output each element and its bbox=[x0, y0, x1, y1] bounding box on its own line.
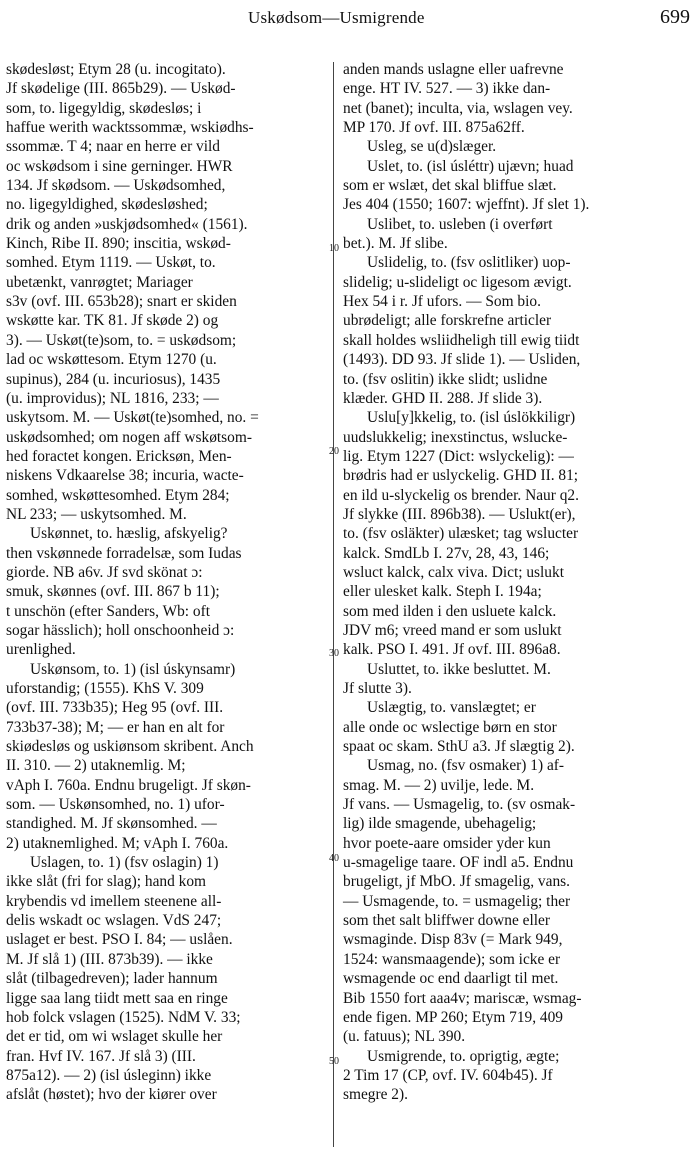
text-line: spaat oc skam. SthU a3. Jf slægtig 2). bbox=[343, 738, 575, 756]
text-line: (ovf. III. 733b35); Heg 95 (ovf. III. bbox=[6, 699, 224, 717]
text-line: haffue werith wacktssommæ, wskiødhs- bbox=[6, 119, 254, 137]
text-line: u-smagelige taare. OF indl a5. Endnu bbox=[343, 854, 574, 872]
text-line: ubrødeligt; alle forskrefne articler bbox=[343, 312, 552, 330]
text-line: det er tid, om wi wslaget skulle her bbox=[6, 1028, 223, 1046]
text-line: som er wslæt, det skal bliffue slæt. bbox=[343, 177, 557, 195]
text-line: uudslukkelig; inexstinctus, wslucke- bbox=[343, 428, 568, 446]
text-line: Uslidelig, to. (fsv oslitliker) uop- bbox=[367, 254, 571, 272]
text-line: (u. fatuus); NL 390. bbox=[343, 1028, 466, 1046]
text-line: urenlighed. bbox=[6, 641, 76, 659]
text-line: somhed. Etym 1119. — Uskøt, to. bbox=[6, 254, 216, 272]
text-line: Bib 1550 fort aaa4v; mariscæ, wsmag- bbox=[343, 989, 582, 1007]
text-line: smegre 2). bbox=[343, 1086, 408, 1104]
text-line: 2) utaknemlighed. M; vAph I. 760a. bbox=[6, 834, 229, 852]
text-line: ubetænkt, vanrøgtet; Mariager bbox=[6, 273, 193, 291]
text-line: uskytsom. M. — Uskøt(te)somhed, no. = bbox=[6, 409, 259, 427]
text-line: 2 Tim 17 (CP, ovf. IV. 604b45). Jf bbox=[343, 1066, 553, 1084]
text-line: sogar hässlich); holl onschoonheid ɔ: bbox=[6, 621, 235, 639]
text-line: Jf slutte 3). bbox=[343, 680, 412, 697]
text-line: lig) ilde smagende, ubehagelig; bbox=[343, 815, 537, 833]
text-line: ikke slåt (fri for slag); hand kom bbox=[6, 873, 207, 891]
text-line: kalck. SmdLb I. 27v, 28, 43, 146; bbox=[343, 544, 550, 562]
text-line: Uslagen, to. 1) (fsv oslagin) 1) bbox=[30, 854, 219, 872]
text-line: vAph I. 760a. Endnu brugeligt. Jf skøn- bbox=[6, 776, 251, 794]
text-line: uforstandig; (1555). KhS V. 309 bbox=[6, 680, 204, 697]
text-line: Usluttet, to. ikke besluttet. M. bbox=[367, 660, 551, 678]
text-line: to. (fsv osläkter) ulæsket; tag wslucter bbox=[343, 525, 579, 543]
text-line: hob folck vslagen (1525). NdM V. 33; bbox=[6, 1008, 241, 1026]
text-line: Uskønnet, to. hæslig, afskyelig? bbox=[30, 525, 228, 543]
text-line: delis wskadt oc wslagen. VdS 247; bbox=[6, 912, 222, 930]
text-line: Jf vans. — Usmagelig, to. (sv osmak- bbox=[343, 796, 576, 814]
page-header bbox=[0, 6, 700, 36]
line-number-20: 20 bbox=[329, 446, 339, 457]
text-line: 1524: wansmaagende); som icke er bbox=[343, 950, 561, 968]
text-line: smag. M. — 2) uvilje, lede. M. bbox=[343, 776, 535, 794]
right-column bbox=[343, 60, 693, 1105]
text-line: en ild u-slyckelig os brender. Naur q2. bbox=[343, 486, 579, 504]
text-line: lig. Etym 1227 (Dict: wslyckelig): — bbox=[343, 447, 574, 465]
text-line: fran. Hvf IV. 167. Jf slå 3) (III. bbox=[6, 1047, 196, 1065]
text-line: lad oc wskøttesom. Etym 1270 (u. bbox=[6, 351, 217, 369]
text-line: afslåt (høstet); hvo der kiører over bbox=[6, 1086, 217, 1104]
text-line: somhed, wskøttesomhed. Etym 284; bbox=[6, 486, 230, 504]
text-line: ende figen. MP 260; Etym 719, 409 bbox=[343, 1008, 564, 1026]
text-line: oc wskødsom i sine gerninger. HWR bbox=[6, 157, 233, 175]
line-number-50: 50 bbox=[329, 1056, 339, 1067]
text-line: skall holdes wsliidheligh till ewig tiidt bbox=[343, 331, 580, 349]
text-line: som. — Uskønsomhed, no. 1) ufor- bbox=[6, 796, 225, 814]
text-line: brødris had er uslyckelig. GHD II. 81; bbox=[343, 467, 579, 485]
text-line: som med ilden i den usluete kalck. bbox=[343, 602, 557, 620]
text-line: Jf skødelige (III. 865b29). — Uskød- bbox=[6, 80, 236, 98]
text-line: Usleg, se u(d)slæger. bbox=[367, 138, 497, 156]
text-line: Usmigrende, to. oprigtig, ægte; bbox=[367, 1047, 560, 1065]
text-line: s3v (ovf. III. 653b28); snart er skiden bbox=[6, 293, 237, 311]
text-line: to. (fsv oslitin) ikke slidt; uslidne bbox=[343, 370, 548, 388]
text-line: kalk. PSO I. 491. Jf ovf. III. 896a8. bbox=[343, 641, 561, 659]
text-line: wsluct kalck, calx viva. Dict; uslukt bbox=[343, 563, 564, 581]
text-line: eller ulesket kalk. Steph I. 194a; bbox=[343, 583, 542, 601]
text-line: Uslu[y]kkelig, to. (isl úslökkiligr) bbox=[367, 409, 576, 427]
text-line: supinus), 284 (u. incuriosus), 1435 bbox=[6, 370, 221, 388]
text-line: slidelig; u-slideligt oc ligesom ævigt. bbox=[343, 273, 572, 291]
text-line: Jes 404 (1550; 1607: wjeffnt). Jf slet 1). bbox=[343, 196, 590, 214]
text-line: Uslægtig, to. vanslægtet; er bbox=[367, 699, 536, 717]
text-line: Uslibet, to. usleben (i overført bbox=[367, 215, 553, 233]
line-number-40: 40 bbox=[329, 853, 339, 864]
text-line: wskøtte kar. TK 81. Jf skøde 2) og bbox=[6, 312, 219, 330]
text-line: brugeligt, jf MbO. Jf smagelig, vans. bbox=[343, 873, 570, 891]
text-line: (u. improvidus); NL 1816, 233; — bbox=[6, 389, 219, 407]
text-line: Jf slykke (III. 896b38). — Uslukt(er), bbox=[343, 505, 576, 523]
text-line: M. Jf slå 1) (III. 873b39). — ikke bbox=[6, 950, 213, 968]
text-line: 875a12). — 2) (isl úsleginn) ikke bbox=[6, 1066, 212, 1084]
text-line: skødesløst; Etym 28 (u. incogitato). bbox=[6, 61, 226, 78]
text-line: enge. HT IV. 527. — 3) ikke dan- bbox=[343, 80, 551, 98]
page-number: 699 bbox=[660, 6, 690, 28]
text-line: wsmagende oc end daarligt til met. bbox=[343, 970, 559, 988]
text-line: 134. Jf skødsom. — Uskødsomhed, bbox=[6, 177, 226, 195]
text-line: som, to. ligegyldig, skødesløs; i bbox=[6, 99, 202, 117]
text-line: Kinch, Ribe II. 890; inscitia, wskød- bbox=[6, 235, 231, 253]
text-line: standighed. M. Jf skønsomhed. — bbox=[6, 815, 217, 833]
text-line: — Usmagende, to. = usmagelig; ther bbox=[343, 892, 571, 910]
left-column bbox=[6, 60, 324, 1105]
line-number-10: 10 bbox=[329, 243, 339, 254]
text-line: Uskønsom, to. 1) (isl úskynsamr) bbox=[30, 660, 236, 678]
text-line: niskens Vdkaarelse 38; incuria, wacte- bbox=[6, 467, 244, 485]
text-line: alle onde oc wslectige børn en stor bbox=[343, 718, 557, 736]
text-line: drik og anden »uskjødsomhed« (1561). bbox=[6, 215, 248, 233]
text-line: skiødesløs og uskiønsom skribent. Anch bbox=[6, 738, 254, 756]
text-line: ssommæ. T 4; naar en herre er vild bbox=[6, 138, 220, 156]
text-line: smuk, skønnes (ovf. III. 867 b 11); bbox=[6, 583, 220, 601]
text-line: wsmaginde. Disp 83v (= Mark 949, bbox=[343, 931, 563, 949]
text-line: Uslet, to. (isl úsléttr) ujævn; huad bbox=[367, 157, 574, 175]
text-line: JDV m6; vreed mand er som uslukt bbox=[343, 621, 562, 639]
text-line: slåt (tilbagedreven); lader hannum bbox=[6, 970, 218, 988]
text-line: no. ligegyldighed, skødesløshed; bbox=[6, 196, 208, 214]
running-head: Uskødsom—Usmigrende bbox=[248, 8, 425, 27]
text-line: net (banet); inculta, via, wslagen vey. bbox=[343, 99, 573, 117]
text-line: krybendis vd imellem steenene all- bbox=[6, 892, 222, 910]
text-line: then vskønnede forradelsæ, som Iudas bbox=[6, 544, 242, 562]
text-line: uskødsomhed; om nogen aff wskøtsom- bbox=[6, 428, 252, 446]
text-line: klæder. GHD II. 288. Jf slide 3). bbox=[343, 389, 543, 407]
text-line: 3). — Uskøt(te)som, to. = uskødsom; bbox=[6, 331, 237, 349]
text-line: hvor poete-aare omsider yder kun bbox=[343, 834, 551, 852]
text-line: Usmag, no. (fsv osmaker) 1) af- bbox=[367, 757, 565, 775]
text-line: t unschön (efter Sanders, Wb: oft bbox=[6, 602, 211, 620]
text-line: som thet salt bliffwer downe eller bbox=[343, 912, 551, 930]
text-line: MP 170. Jf ovf. III. 875a62ff. bbox=[343, 119, 525, 137]
text-line: anden mands uslagne eller uafrevne bbox=[343, 61, 564, 78]
text-line: (1493). DD 93. Jf slide 1). — Usliden, bbox=[343, 351, 581, 369]
column-divider bbox=[333, 62, 334, 1147]
text-line: NL 233; — uskytsomhed. M. bbox=[6, 505, 187, 523]
line-number-30: 30 bbox=[329, 648, 339, 659]
text-line: Hex 54 i r. Jf ufors. — Som bio. bbox=[343, 293, 541, 311]
text-line: giorde. NB a6v. Jf svd skönat ɔ: bbox=[6, 563, 203, 581]
text-line: bet.). M. Jf slibe. bbox=[343, 235, 448, 253]
text-line: 733b37-38); M; — er han en alt for bbox=[6, 718, 225, 736]
text-line: II. 310. — 2) utaknemlig. M; bbox=[6, 757, 186, 775]
text-line: ligge saa lang tiidt mett saa en ringe bbox=[6, 989, 228, 1007]
text-line: uslaget er best. PSO I. 84; — uslåen. bbox=[6, 931, 233, 949]
text-line: hed foractet kongen. Ericksøn, Men- bbox=[6, 447, 232, 465]
